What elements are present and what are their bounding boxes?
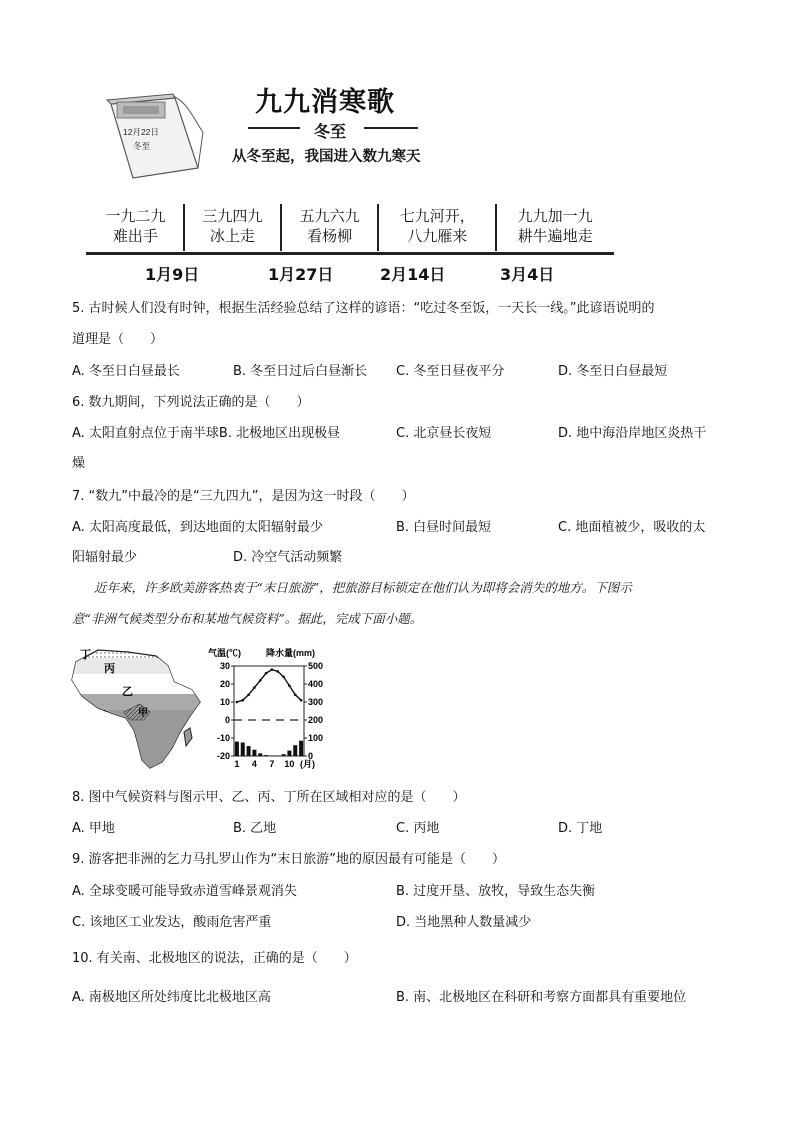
date-label: 1月27日: [268, 265, 334, 284]
page-title: 九九消寒歌: [255, 87, 395, 118]
option-d: D. 冷空气活动频繁: [233, 550, 343, 565]
question-5-line2: 道理是（ ）: [72, 332, 164, 347]
y-tick-label: 10: [219, 697, 230, 707]
option-c: C. 地面植被少，吸收的太: [558, 520, 706, 535]
y2-tick-label: 300: [308, 697, 324, 707]
temperature-point: [300, 699, 303, 702]
tagline: 从冬至起，我国进入数九寒天: [232, 149, 421, 165]
temperature-point: [271, 668, 274, 671]
question-5-line1: 5. 古时候人们没有时钟，根据生活经验总结了这样的谚语：“吃过冬至饭，一天长一线。”此谚语说明的: [72, 301, 655, 316]
y2-tick-label: 100: [308, 733, 324, 743]
precip-bar: [299, 741, 303, 756]
option-b: B. 过度开垦、放牧，导致生态失衡: [396, 884, 596, 899]
climate-chart: [206, 644, 334, 774]
option-b: B. 乙地: [233, 821, 277, 836]
temperature-point: [253, 686, 256, 689]
option-d: D. 地中海沿岸地区炎热干: [558, 426, 707, 441]
subtitle: 冬至: [314, 122, 347, 141]
map-label-bing: 丙: [104, 663, 115, 675]
question-6-stem: 6. 数九期间，下列说法正确的是（ ）: [72, 395, 310, 410]
precip-bar: [293, 745, 297, 756]
temperature-point: [288, 685, 291, 688]
temperature-point: [276, 670, 279, 673]
table-cell: 九九加一九 耕牛遍地走: [517, 207, 593, 245]
precip-bar: [235, 742, 239, 756]
precip-bar: [264, 755, 268, 756]
precip-bar: [276, 755, 280, 756]
x-tick-label: 10: [284, 759, 295, 769]
option-c-continued: 阳辐射最少: [72, 550, 138, 565]
y-tick-label: -10: [216, 733, 230, 743]
x-tick-label: 4: [251, 759, 257, 769]
y-tick-label: 20: [219, 679, 230, 689]
option-a: A. 全球变暖可能导致赤道雪峰景观消失: [72, 884, 297, 899]
x-axis-label: (月): [300, 759, 315, 769]
option-c: C. 冬至日昼夜平分: [396, 364, 505, 379]
subtitle-rule-right: [364, 127, 418, 129]
date-label: 1月9日: [145, 265, 200, 284]
precip-bar: [287, 751, 291, 756]
passage-line2: 意“非洲气候类型分布和某地气候资料”。据此，完成下面小题。: [72, 611, 423, 626]
option-a-b: A. 太阳直射点位于南半球B. 北极地区出现极昼: [72, 426, 341, 441]
subtitle-rule-left: [248, 127, 300, 129]
x-tick-label: 1: [234, 759, 240, 769]
option-d-continued: 燥: [72, 456, 86, 471]
y-tick-label: 30: [219, 661, 230, 671]
date-label: 2月14日: [380, 265, 446, 284]
table-cell: 七九河开， 八九雁来: [378, 204, 496, 251]
date-label: 3月4日: [500, 265, 555, 284]
temperature-line: [237, 670, 301, 702]
precip-bar: [282, 754, 286, 756]
map-label-yi: 乙: [122, 686, 133, 698]
option-d: D. 当地黑种人数量减少: [396, 915, 532, 930]
table-cell: 三九四九 冰上走: [184, 204, 281, 251]
option-a: A. 太阳高度最低，到达地面的太阳辐射最少: [72, 520, 323, 535]
map-label-ding: 丁: [80, 649, 91, 661]
y2-axis-label: 降水量(mm): [266, 648, 315, 658]
option-a: A. 甲地: [72, 821, 115, 836]
precip-bar: [270, 755, 274, 756]
option-b: B. 冬至日过后白昼渐长: [233, 364, 368, 379]
question-7-stem: 7. “数九”中最冷的是“三九四九”，是因为这一时段（ ）: [72, 489, 415, 504]
y2-tick-label: 400: [308, 679, 324, 689]
precip-bar: [247, 746, 251, 756]
option-a: A. 南极地区所处纬度比北极地区高: [72, 990, 271, 1005]
temperature-point: [236, 701, 239, 704]
calendar-date: 12月22日: [123, 127, 159, 137]
y-axis-label: 气温(℃): [208, 648, 241, 658]
temperature-point: [294, 694, 297, 697]
africa-climate-map: [68, 644, 204, 774]
temperature-point: [265, 672, 268, 675]
option-d: D. 丁地: [558, 821, 603, 836]
table-cell: 一九二九 难出手: [88, 204, 184, 251]
option-a: A. 冬至日白昼最长: [72, 364, 180, 379]
y2-tick-label: 500: [308, 661, 324, 671]
table-cell: 五九六九 看杨柳: [281, 204, 378, 251]
y2-tick-label: 200: [308, 715, 324, 725]
y2-tick-label: 0: [308, 751, 314, 761]
precip-bar: [241, 743, 245, 757]
option-b: B. 南、北极地区在科研和考察方面都具有重要地位: [396, 990, 687, 1005]
passage-line1: 近年来，许多欧美游客热衷于“末日旅游”，把旅游目标锁定在他们认为即将会消失的地方。下图示: [94, 580, 632, 595]
temperature-point: [282, 676, 285, 679]
temperature-point: [247, 694, 250, 697]
y-tick-label: 0: [224, 715, 230, 725]
option-d: D. 冬至日白昼最短: [558, 364, 668, 379]
option-c: C. 北京昼长夜短: [396, 426, 492, 441]
temperature-point: [259, 679, 262, 682]
precip-bar: [258, 753, 262, 756]
y-tick-label: -20: [216, 751, 230, 761]
question-10-stem: 10. 有关南、北极地区的说法，正确的是（ ）: [72, 951, 357, 966]
option-c: C. 该地区工业发达，酸雨危害严重: [72, 915, 272, 930]
x-tick-label: 7: [269, 759, 275, 769]
question-8-stem: 8. 图中气候资料与图示甲、乙、丙、丁所在区域相对应的是（ ）: [72, 790, 466, 805]
calendar-label: 冬至: [133, 141, 151, 151]
temperature-point: [241, 699, 244, 702]
option-c: C. 丙地: [396, 821, 440, 836]
question-9-stem: 9. 游客把非洲的乞力马扎罗山作为“末日旅游”地的原因最有可能是（ ）: [72, 852, 506, 867]
nine-nines-table: [88, 204, 613, 251]
option-b: B. 白昼时间最短: [396, 520, 492, 535]
calendar-illustration: [103, 92, 208, 182]
map-label-jia: 甲: [138, 708, 148, 719]
precip-bar: [252, 750, 256, 756]
table-baseline: [86, 252, 614, 255]
